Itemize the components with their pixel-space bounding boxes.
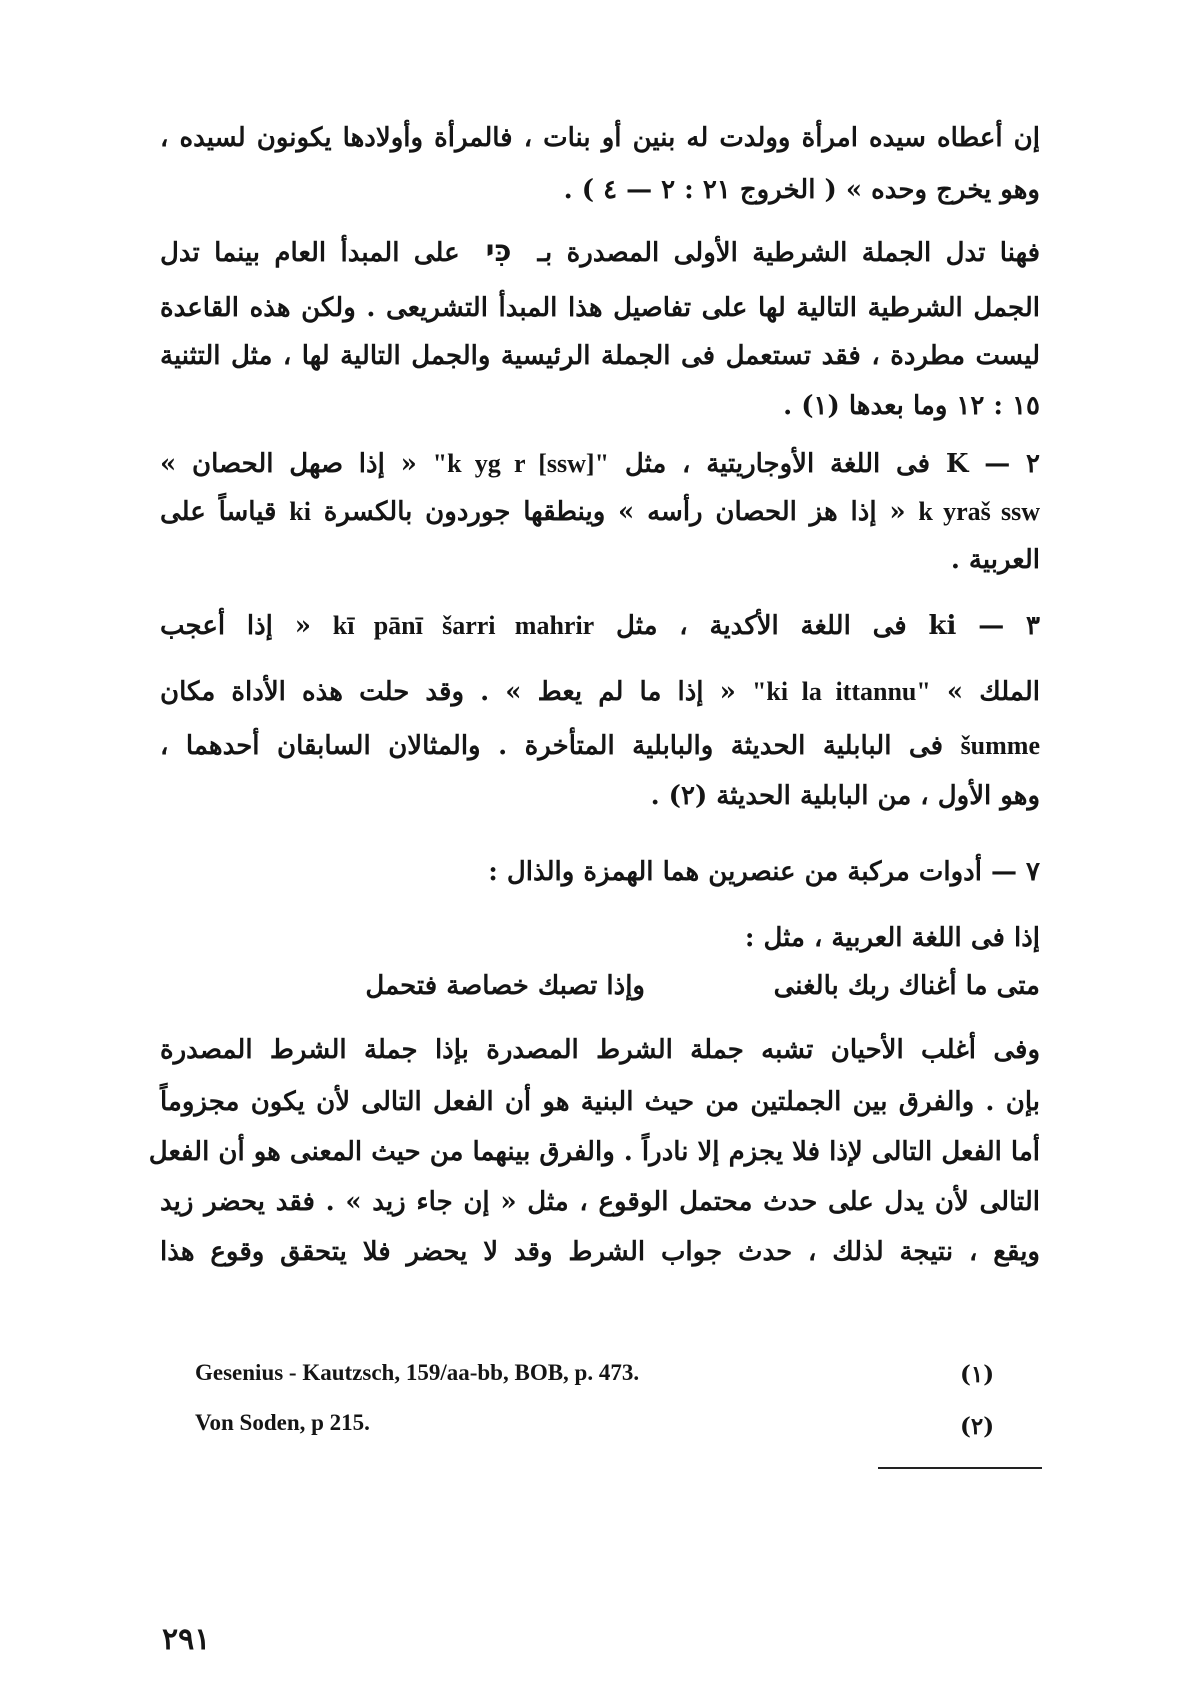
ugaritic-example: "k yg r [ssw]": [432, 449, 610, 478]
page-number: ٢٩١: [162, 1622, 211, 1657]
text-line-19: أما الفعل التالى لإذا فلا يجزم إلا نادراً . والفرق بينهما من حيث المعنى هو أن الفعل: [148, 1137, 1040, 1167]
text-line-3: فهنا تدل الجملة الشرطية الأولى المصدرة بـכִּיعلى المبدأ العام بينما تدل: [160, 234, 1040, 269]
text-line-9: العربية .: [950, 545, 1040, 575]
footnote-2-number: (٢): [960, 1413, 995, 1440]
text-line-10: ٣ — ki فى اللغة الأكدية ، مثل kī pānī šarri mahrir « إذا أعجب: [160, 611, 1041, 641]
footnote-separator: [878, 1467, 1042, 1469]
footnote-2-text: Von Soden, p 215.: [195, 1410, 370, 1435]
text-line-21: ويقع ، نتيجة لذلك ، حدث جواب الشرط وقد لا يحضر فلا يتحقق وقوع هذا: [160, 1237, 1040, 1267]
text-line-13: وهو الأول ، من البابلية الحديثة (٢) .: [650, 781, 1040, 811]
poem-hemistich-left: وإذا تصبك خصاصة فتحمل: [365, 971, 645, 1001]
text-line-12: šumme فى البابلية الحديثة والبابلية المتأخرة . والمثالان السابقان أحدهما ،: [160, 731, 1040, 761]
text-line-18: بإن . والفرق بين الجملتين من حيث البنية هو أن الفعل التالى لأن يكون مجزوماً: [160, 1087, 1040, 1117]
text-line-7: ٢ — K فى اللغة الأوجاريتية ، مثل "k yg r [ssw]" « إذا صهل الحصان »: [160, 449, 1040, 479]
text-line-5: ليست مطردة ، فقد تستعمل فى الجملة الرئيسية والجمل التالية لها ، مثل التثنية: [160, 341, 1040, 371]
text-line-1: إن أعطاه سيده امرأة وولدت له بنين أو بنات ، فالمرأة وأولادها يكونون لسيده ،: [160, 123, 1040, 153]
akkadian-word-summe: šumme: [960, 731, 1040, 760]
text-line-2: وهو يخرج وحده » ( الخروج ٢١ : ٢ — ٤ ) .: [563, 175, 1040, 205]
text-line-20: التالى لأن يدل على حدث محتمل الوقوع ، مثل « إن جاء زيد » . فقد يحضر زيد: [160, 1187, 1040, 1217]
text-line-4: الجمل الشرطية التالية لها على تفاصيل هذا المبدأ التشريعى . ولكن هذه القاعدة: [160, 293, 1040, 323]
poem-hemistich-right: متى ما أغناك ربك بالغنى: [773, 971, 1040, 1001]
text-line-15: إذا فى اللغة العربية ، مثل :: [744, 923, 1040, 953]
ugaritic-example-2: k yraš ssw: [918, 497, 1040, 526]
section-heading-7: ٧ — أدوات مركبة من عنصرين هما الهمزة والذال :: [488, 857, 1040, 887]
footnote-1-number: (١): [960, 1361, 995, 1388]
hebrew-word-ki: כִּי: [485, 234, 512, 269]
text-line-6: ١٥ : ١٢ وما بعدها (١) .: [783, 391, 1040, 421]
akkadian-example: kī pānī šarri mahrir: [332, 611, 595, 640]
akkadian-example-2: "ki la ittannu": [752, 677, 931, 706]
footnote-1-text: Gesenius - Kautzsch, 159/aa-bb, BOB, p. 473.: [195, 1360, 640, 1385]
text-line-8: k yraš ssw « إذا هز الحصان رأسه » وينطقها جوردون بالكسرة ki قياساً على: [160, 497, 1040, 527]
text-line-17: وفى أغلب الأحيان تشبه جملة الشرط المصدرة بإذا جملة الشرط المصدرة: [160, 1035, 1040, 1065]
text-line-11: الملك » "ki la ittannu" « إذا ما لم يعط » . وقد حلت هذه الأداة مكان: [160, 677, 1040, 707]
